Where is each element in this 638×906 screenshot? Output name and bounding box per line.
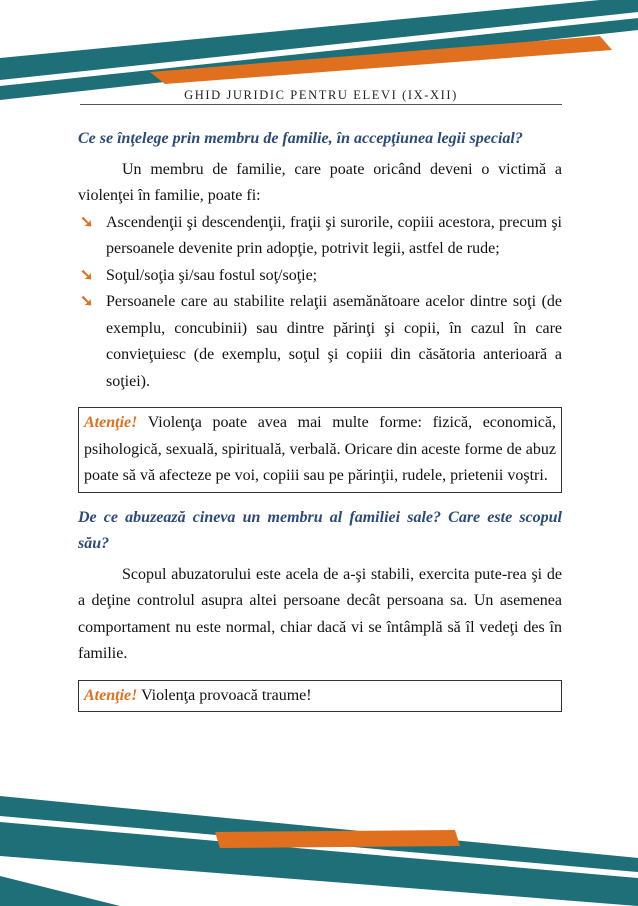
list-item: [78, 210, 562, 263]
bottom-teal-corner: [0, 876, 120, 906]
list-item-text: Persoanele care au stabilite relaţii asemănătoare acelor dintre soţi (de exemplu, concubinii) sau dintre părinţi şi copii, în cazul în care convieţuiesc (de exemplu, soţul şi copiii din căsătoria anterioară a soţiei).: [106, 293, 562, 390]
bottom-teal-band: [0, 796, 638, 906]
arrow-bullet-icon: ➘: [80, 293, 94, 310]
list-item-text: Soţul/soţia şi/sau fostul soţ/soţie;: [106, 266, 318, 284]
attention-text: Violenţa provoacă traume!: [141, 686, 312, 704]
list-item: [78, 289, 562, 395]
family-member-intro: Un membru de familie, care poate oricând deveni o victimă a violenţei în familie, poate fi:: [78, 160, 562, 204]
abuser-purpose-text: Scopul abuzatorului este acela de a-şi stabili, exercita pute-rea şi de a deţine controlul asupra altei persoane decât persoana sa. Un asemenea comportament nu este normal, chiar dacă vi se întâmplă să îl vedeţi des în familie.: [78, 565, 562, 662]
attention-box-violence-forms: [78, 407, 562, 493]
bottom-decoration: [0, 796, 638, 906]
attention-box-trauma: [78, 680, 562, 713]
attention-text: Violenţa poate avea mai multe forme: fizică, economică, psihologică, sexuală, spirituală, verbală. Oricare din aceste forme de abuz poate să vă afecteze pe voi, copiii sau pe părinţii, rudele, prietenii voştri.: [84, 414, 557, 484]
top-decoration: [0, 0, 638, 100]
header-rule: [80, 104, 562, 105]
attention-label: Atenţie!: [84, 414, 138, 431]
arrow-bullet-icon: ➘: [80, 266, 94, 284]
page-content: [78, 126, 562, 712]
list-item-text: Ascendenţii şi descendenţii, fraţii şi surorile, copiii acestora, precum şi persoanele devenite prin adopţie, potrivit legii, astfel de rude;: [106, 213, 562, 257]
bottom-orange-stripe: [215, 830, 460, 848]
page-header: GHID JURIDIC PENTRU ELEVI (IX-XII): [184, 88, 458, 102]
question-family-member: Ce se înţelege prin membru de familie, în accepţiunea legii special?: [78, 130, 523, 147]
list-item: [78, 263, 562, 290]
arrow-bullet-icon: ➘: [80, 213, 94, 231]
question-why-abuse: De ce abuzează cineva un membru al familiei sale? Care este scopul său?: [78, 508, 562, 552]
attention-label: Atenţie!: [84, 686, 138, 704]
family-member-list: [78, 210, 562, 396]
